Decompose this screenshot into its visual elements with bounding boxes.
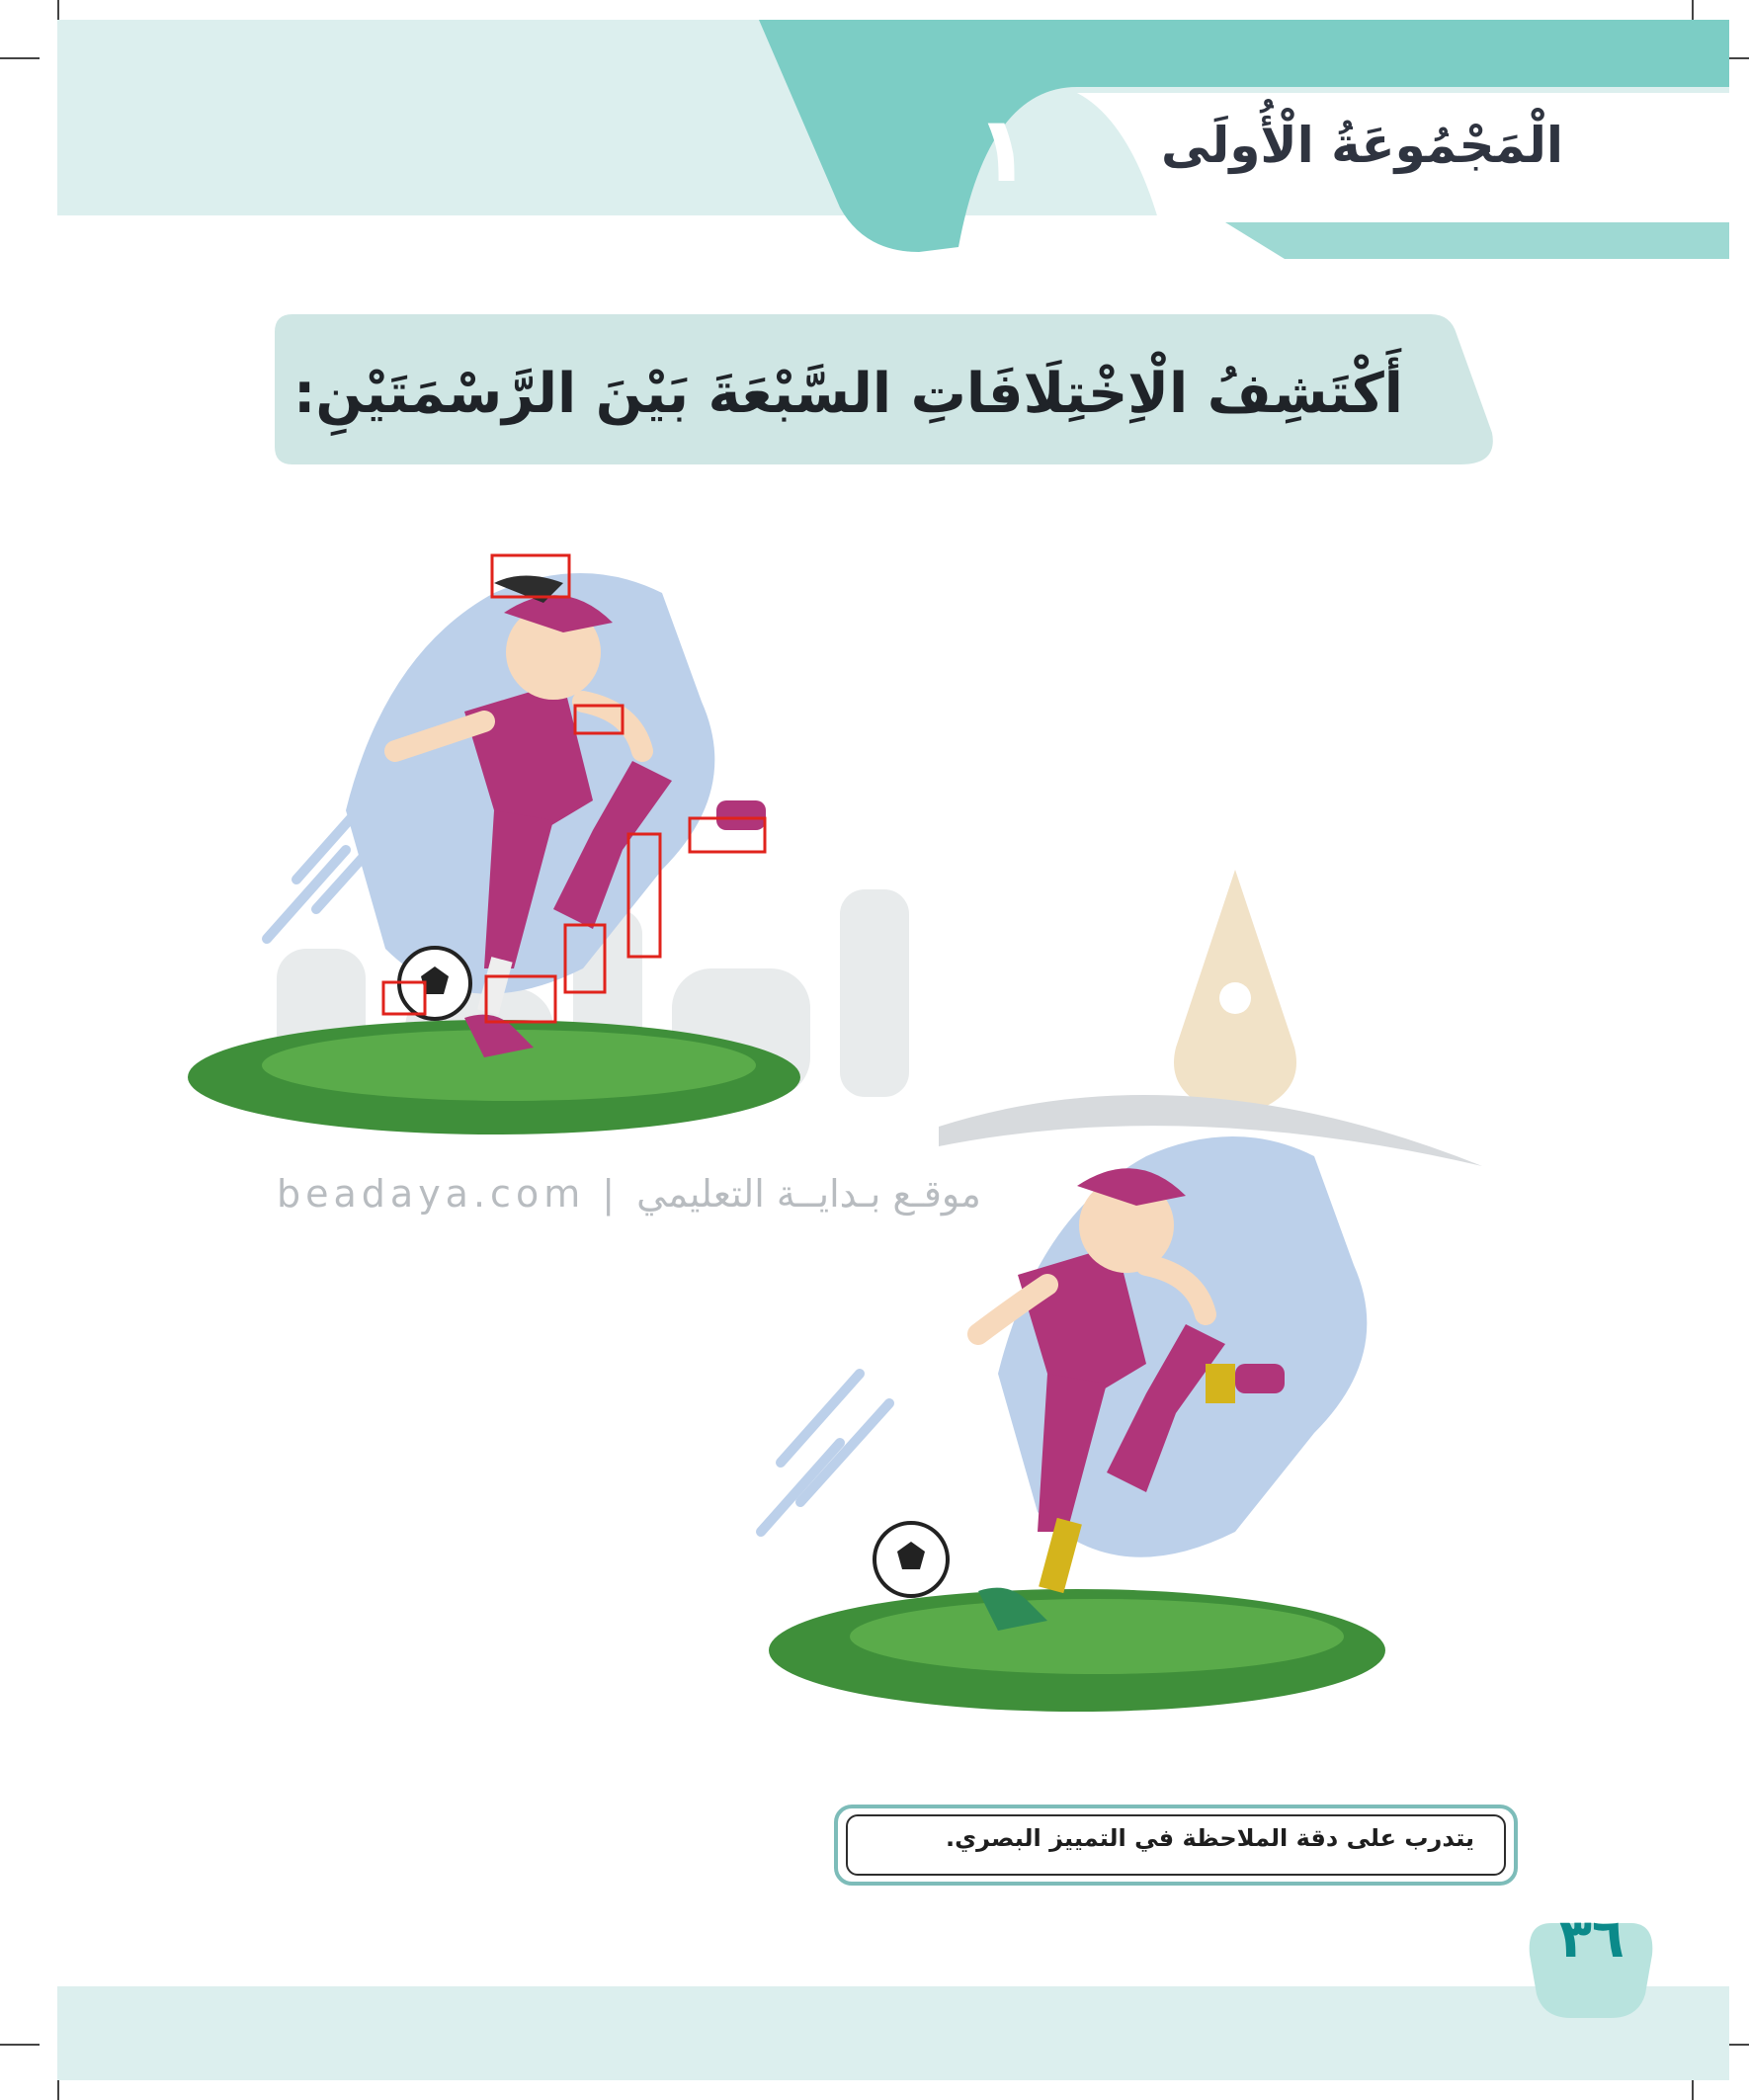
note-text: يتدرب على دقة الملاحظة في التمييز البصري. [946, 1824, 1474, 1852]
top-picture [168, 553, 820, 1136]
group-title: الْمَجْمُوعَةُ الْأُولَى [1160, 117, 1563, 174]
page-number: ٣٦ [1559, 1907, 1624, 1970]
note-box [834, 1805, 1518, 1886]
group-number: ١ [974, 97, 1032, 203]
watermark-text: beadaya.com | موقـع بـدايــة التعليمي [277, 1172, 981, 1216]
grass-highlight [850, 1599, 1344, 1674]
crop-mark [0, 2044, 40, 2046]
instruction-text: أَكْتَشِفُ الْاِخْتِلَافَاتِ السَّبْعَةَ بَيْنَ الرَّسْمَتَيْنِ: [293, 362, 1403, 426]
speed-lines [761, 1374, 889, 1532]
footer-band [57, 1986, 1729, 2080]
bottom-picture [632, 1117, 1443, 1729]
